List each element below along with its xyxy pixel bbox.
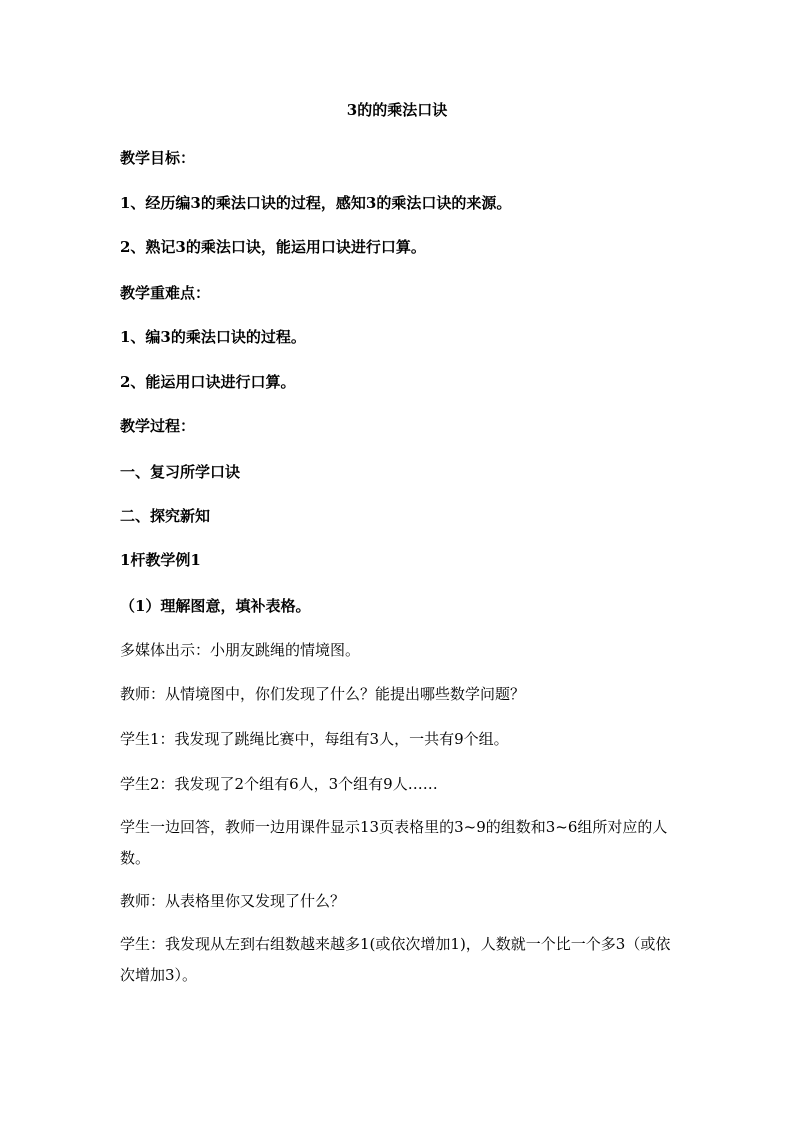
teacher-question-2: 教师：从表格里你又发现了什么？ [120, 892, 346, 910]
multimedia-note: 多媒体出示：小朋友跳绳的情境图。 [120, 641, 361, 659]
process-step-1: 一、复习所学口诀 [120, 463, 241, 481]
student-answer-3: 学生：我发现从左到右组数越来越多1(或依次增加1)，人数就一个比一个多3（或依次增加3）。 [120, 935, 671, 984]
section-heading-goals: 教学目标： [120, 149, 196, 167]
example-heading: 1杆教学例1 [120, 551, 201, 569]
goal-item-1: 1、经历编3的乘法口诀的过程，感知3的乘法口诀的来源。 [120, 194, 512, 212]
process-step-2: 二、探究新知 [120, 507, 211, 525]
key-point-item-2: 2、能运用口诀进行口算。 [120, 373, 296, 391]
teacher-question-1: 教师：从情境图中，你们发现了什么？能提出哪些数学问题？ [120, 685, 526, 703]
section-heading-process: 教学过程： [120, 417, 196, 435]
section-heading-key-points: 教学重难点： [120, 284, 211, 302]
key-point-item-1: 1、编3的乘法口诀的过程。 [120, 328, 306, 346]
sub-step-1: （1）理解图意，填补表格。 [120, 597, 311, 615]
document-title: 3的的乘法口诀 [346, 101, 448, 119]
student-answer-2: 学生2：我发现了2个组有6人，3个组有9人…… [120, 775, 438, 793]
classroom-note: 学生一边回答，教师一边用课件显示13页表格里的3~9的组数和3~6组所对应的人数。 [120, 818, 668, 867]
student-answer-1: 学生1：我发现了跳绳比赛中，每组有3人，一共有9个组。 [120, 730, 509, 748]
goal-item-2: 2、熟记3的乘法口诀，能运用口诀进行口算。 [120, 238, 426, 256]
